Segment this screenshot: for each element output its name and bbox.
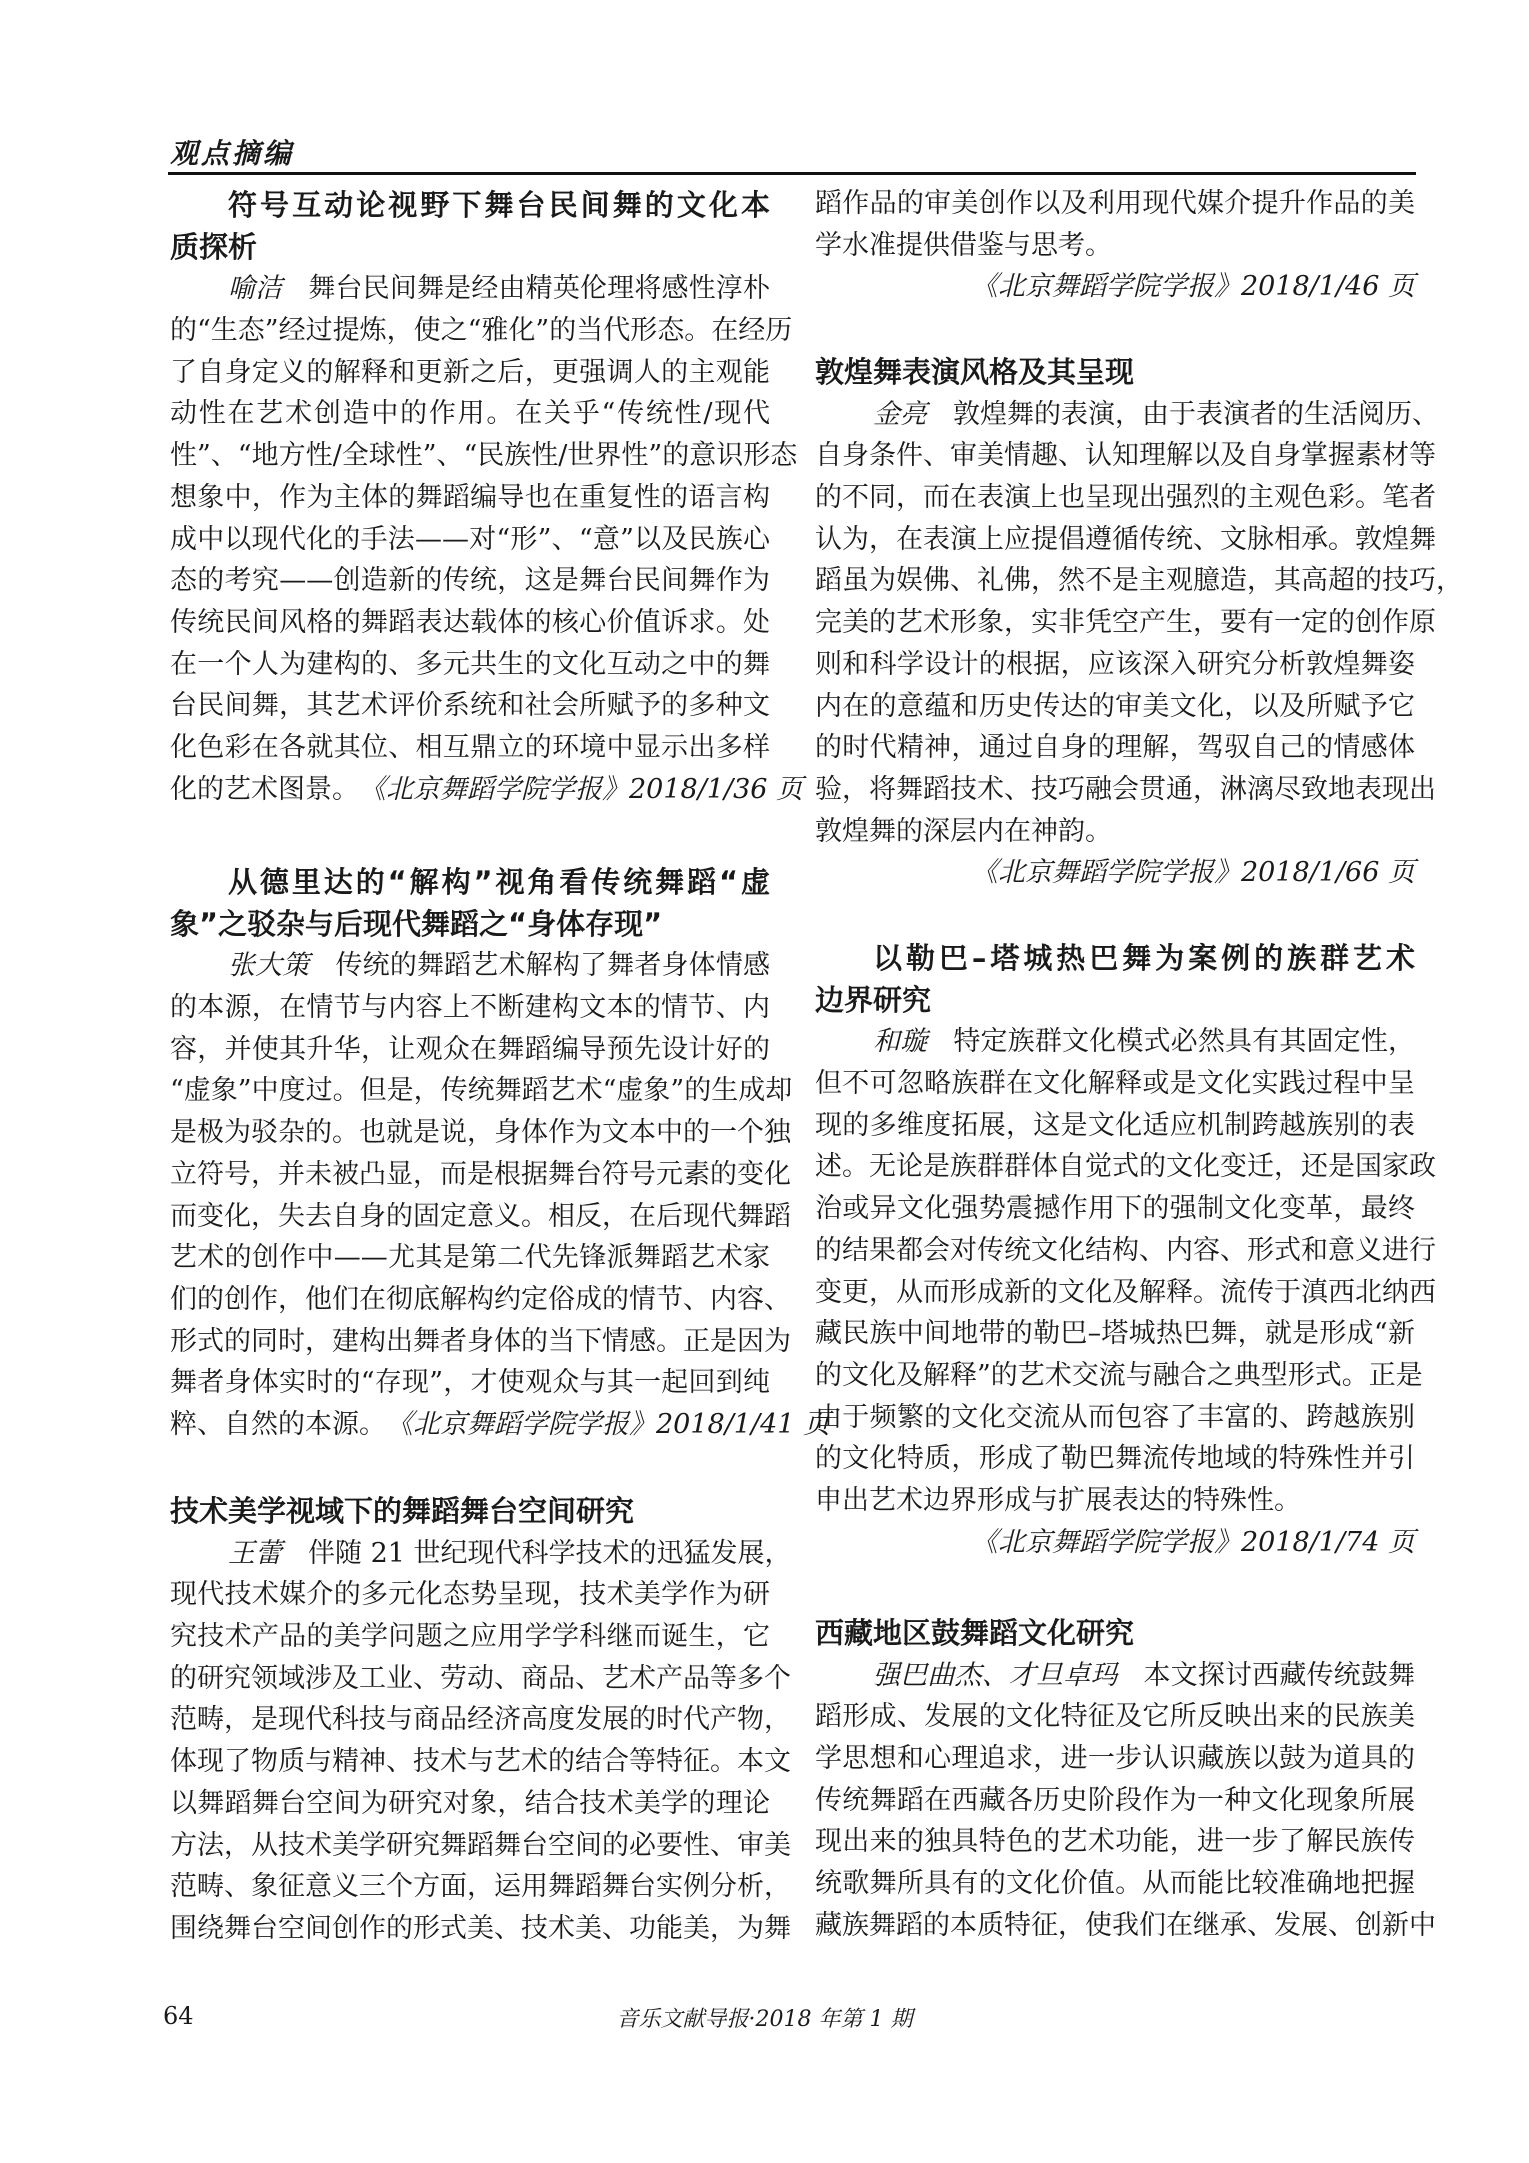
body-line: 蹈作品的审美创作以及利用现代媒介提升作品的美 — [815, 188, 1415, 219]
body-line: 形式的同时，建构出舞者身体的当下情感。正是因为 — [170, 1325, 791, 1357]
body-line: 传统舞蹈在西藏各历史阶段作为一种文化现象所展 — [815, 1784, 1415, 1816]
author-name: 王蕾 — [228, 1537, 282, 1569]
author-name: 张大策 — [228, 950, 310, 982]
article-4 — [815, 352, 1463, 894]
body-line — [815, 1021, 1415, 1063]
body-line: 范畴，是现代科技与商品经济高度发展的时代产物， — [170, 1704, 791, 1736]
body-line — [170, 1404, 831, 1446]
article-3 — [170, 1491, 792, 1950]
body-line: 蹈形成、发展的文化特征及它所反映出来的民族美 — [815, 1701, 1415, 1733]
body-line: 是极为驳杂的。也就是说，身体作为文本中的一个独 — [170, 1117, 791, 1149]
body-line: 方法，从技术美学研究舞蹈舞台空间的必要性、审美 — [170, 1829, 791, 1861]
article-6 — [815, 1613, 1436, 1947]
article-5 — [815, 938, 1436, 1563]
body-line: 舞者身体实时的“存现”，才使观众与其一起回到纯 — [170, 1367, 770, 1399]
body-line: 统歌舞所具有的文化价值。从而能比较准确地把握 — [815, 1868, 1415, 1900]
body-line: 学思想和心理追求，进一步认识藏族以鼓为道具的 — [815, 1743, 1415, 1775]
body-line: 藏族舞蹈的本质特征，使我们在继承、发展、创新中 — [815, 1909, 1436, 1941]
article-2 — [170, 862, 831, 1446]
body-line: 的结果都会对传统文化结构、内容、形式和意义进行 — [815, 1234, 1436, 1266]
article-title-line: 西藏地区鼓舞蹈文化研究 — [815, 1616, 1135, 1650]
body-line: 性”、“地方性/全球性”、“民族性/世界性”的意识形态 — [170, 440, 798, 472]
article-3-continuation — [815, 183, 1415, 308]
page-number: 64 — [163, 2002, 194, 2030]
citation: 《北京舞蹈学院学报》2018/1/46 页 — [970, 271, 1415, 303]
body-line: 敦煌舞的深层内在神韵。 — [815, 815, 1112, 847]
citation: 《北京舞蹈学院学报》2018/1/74 页 — [970, 1526, 1415, 1558]
journal-issue: 音乐文献导报·2018 年第 1 期 — [616, 2007, 913, 2032]
body-line: 的文化特质，形成了勒巴舞流传地域的特殊性并引 — [815, 1443, 1415, 1475]
body-line: 变更，从而形成新的文化及解释。流传于滇西北纳西 — [815, 1276, 1436, 1308]
body-line: 则和科学设计的根据，应该深入研究分析敦煌舞姿 — [815, 648, 1415, 680]
body-line: 的研究领域涉及工业、劳动、商品、艺术产品等多个 — [170, 1662, 791, 1694]
body-line: 台民间舞，其艺术评价系统和社会所赋予的多种文 — [170, 690, 770, 722]
body-line — [815, 1655, 1415, 1697]
body-line: 在一个人为建构的、多元共生的文化互动之中的舞 — [170, 648, 770, 680]
body-line: 态的考究——创造新的传统，这是舞台民间舞作为 — [170, 565, 770, 597]
body-text: 化的艺术图景。 — [170, 773, 359, 805]
article-title-line: 敦煌舞表演风格及其呈现 — [815, 355, 1135, 389]
body-line: 现代技术媒介的多元化态势呈现，技术美学作为研 — [170, 1579, 770, 1611]
citation: 《北京舞蹈学院学报》2018/1/66 页 — [970, 857, 1415, 889]
body-line: 围绕舞台空间创作的形式美、技术美、功能美，为舞 — [170, 1912, 791, 1944]
citation: 《北京舞蹈学院学报》2018/1/41 页 — [386, 1408, 831, 1440]
body-line: 化色彩在各就其位、相互鼎立的环境中显示出多样 — [170, 731, 770, 763]
body-line — [170, 769, 804, 811]
body-line — [170, 945, 770, 987]
body-line — [170, 268, 770, 310]
citation: 《北京舞蹈学院学报》2018/1/36 页 — [359, 773, 804, 805]
body-text: 传统的舞蹈艺术解构了舞者身体情感 — [335, 950, 770, 982]
body-line: 的时代精神，通过自身的理解，驾驭自己的情感体 — [815, 732, 1415, 764]
article-title-line: 边界研究 — [815, 982, 932, 1017]
body-line: 述。无论是族群群体自觉式的文化变迁，还是国家政 — [815, 1151, 1436, 1183]
body-line: 容，并使其升华，让观众在舞蹈编导预先设计好的 — [170, 1033, 770, 1065]
body-line: 范畴、象征意义三个方面，运用舞蹈舞台实例分析， — [170, 1871, 791, 1903]
body-line: 验，将舞蹈技术、技巧融会贯通，淋漓尽致地表现出 — [815, 773, 1436, 805]
article-title-line: 技术美学视域下的舞蹈舞台空间研究 — [170, 1494, 635, 1528]
body-text: 特定族群文化模式必然具有其固定性， — [953, 1026, 1416, 1058]
article-title-line: 质探析 — [170, 229, 258, 264]
body-text: 敦煌舞的表演，由于表演者的生活阅历、 — [953, 398, 1439, 430]
body-line: 了自身定义的解释和更新之后，更强调人的主观能 — [170, 356, 770, 388]
section-label: 观点摘编 — [170, 137, 295, 170]
body-line: 想象中，作为主体的舞蹈编导也在重复性的语言构 — [170, 481, 770, 513]
body-line: 申出艺术边界形成与扩展表达的特殊性。 — [815, 1484, 1301, 1516]
body-line: 治或异文化强势震撼作用下的强制文化变革，最终 — [815, 1193, 1415, 1225]
body-text: 本文探讨西藏传统鼓舞 — [1143, 1659, 1415, 1691]
article-title-line: 从德里达的“解构”视角看传统舞蹈“虚 — [228, 865, 770, 899]
body-line: 藏民族中间地带的勒巴–塔城热巴舞，就是形成“新 — [815, 1318, 1415, 1350]
article-title-line: 象”之驳杂与后现代舞蹈之“身体存现” — [170, 906, 663, 941]
body-line: 传统民间风格的舞蹈表达载体的核心价值诉求。处 — [170, 606, 770, 638]
body-line: 完美的艺术形象，实非凭空产生，要有一定的创作原 — [815, 607, 1436, 639]
header-rule — [168, 172, 1416, 175]
body-line: 的本源，在情节与内容上不断建构文本的情节、内 — [170, 992, 770, 1024]
body-text: 粹、自然的本源。 — [170, 1408, 386, 1440]
body-line: 以舞蹈舞台空间为研究对象，结合技术美学的理论 — [170, 1787, 770, 1819]
author-name: 喻洁 — [228, 273, 283, 305]
body-line: 现的多维度拓展，这是文化适应机制跨越族别的表 — [815, 1109, 1415, 1141]
body-line: 的不同，而在表演上也呈现出强烈的主观色彩。笔者 — [815, 482, 1436, 514]
article-title-line: 以勒巴–塔城热巴舞为案例的族群艺术 — [873, 941, 1415, 975]
body-line: 究技术产品的美学问题之应用学学科继而诞生，它 — [170, 1621, 770, 1653]
article-1 — [170, 185, 804, 810]
body-line: 内在的意蕴和历史传达的审美文化，以及所赋予它 — [815, 690, 1415, 722]
body-line: 学水准提供借鉴与思考。 — [815, 229, 1112, 261]
body-line: 现出来的独具特色的艺术功能，进一步了解民族传 — [815, 1826, 1415, 1858]
article-title-line: 符号互动论视野下舞台民间舞的文化本 — [228, 188, 770, 222]
body-line — [815, 394, 1439, 436]
body-text: 伴随 21 世纪现代科学技术的迅猛发展， — [308, 1537, 792, 1569]
body-line: 动性在艺术创造中的作用。在关乎“传统性/现代 — [170, 398, 770, 430]
body-line: 立符号，并未被凸显，而是根据舞台符号元素的变化 — [170, 1158, 791, 1190]
body-line: 由于频繁的文化交流从而包容了丰富的、跨越族别 — [815, 1401, 1415, 1433]
body-line: 自身条件、审美情趣、认知理解以及自身掌握素材等 — [815, 440, 1436, 472]
author-name: 和璇 — [873, 1026, 928, 1058]
author-name: 金亮 — [873, 398, 927, 430]
body-line: 但不可忽略族群在文化解释或是文化实践过程中呈 — [815, 1068, 1415, 1100]
body-line: “虚象”中度过。但是，传统舞蹈艺术“虚象”的生成却 — [170, 1075, 793, 1107]
body-line: 成中以现代化的手法——对“形”、“意”以及民族心 — [170, 523, 770, 555]
body-line: 的文化及解释”的艺术交流与融合之典型形式。正是 — [815, 1359, 1423, 1391]
body-line: 认为，在表演上应提倡遵循传统、文脉相承。敦煌舞 — [815, 523, 1436, 555]
body-line: 而变化，失去自身的固定意义。相反，在后现代舞蹈 — [170, 1200, 791, 1232]
body-line — [170, 1533, 792, 1575]
body-line: 们的创作，他们在彻底解构约定俗成的情节、内容、 — [170, 1283, 791, 1315]
body-line: 蹈虽为娱佛、礼佛，然不是主观臆造，其高超的技巧， — [815, 565, 1463, 597]
author-name: 强巴曲杰、才旦卓玛 — [873, 1659, 1118, 1691]
body-line: 的“生态”经过提炼，使之“雅化”的当代形态。在经历 — [170, 315, 793, 347]
body-line: 艺术的创作中——尤其是第二代先锋派舞蹈艺术家 — [170, 1242, 770, 1274]
body-text: 舞台民间舞是经由精英伦理将感性淳朴 — [308, 273, 771, 305]
body-line: 体现了物质与精神、技术与艺术的结合等特征。本文 — [170, 1746, 791, 1778]
